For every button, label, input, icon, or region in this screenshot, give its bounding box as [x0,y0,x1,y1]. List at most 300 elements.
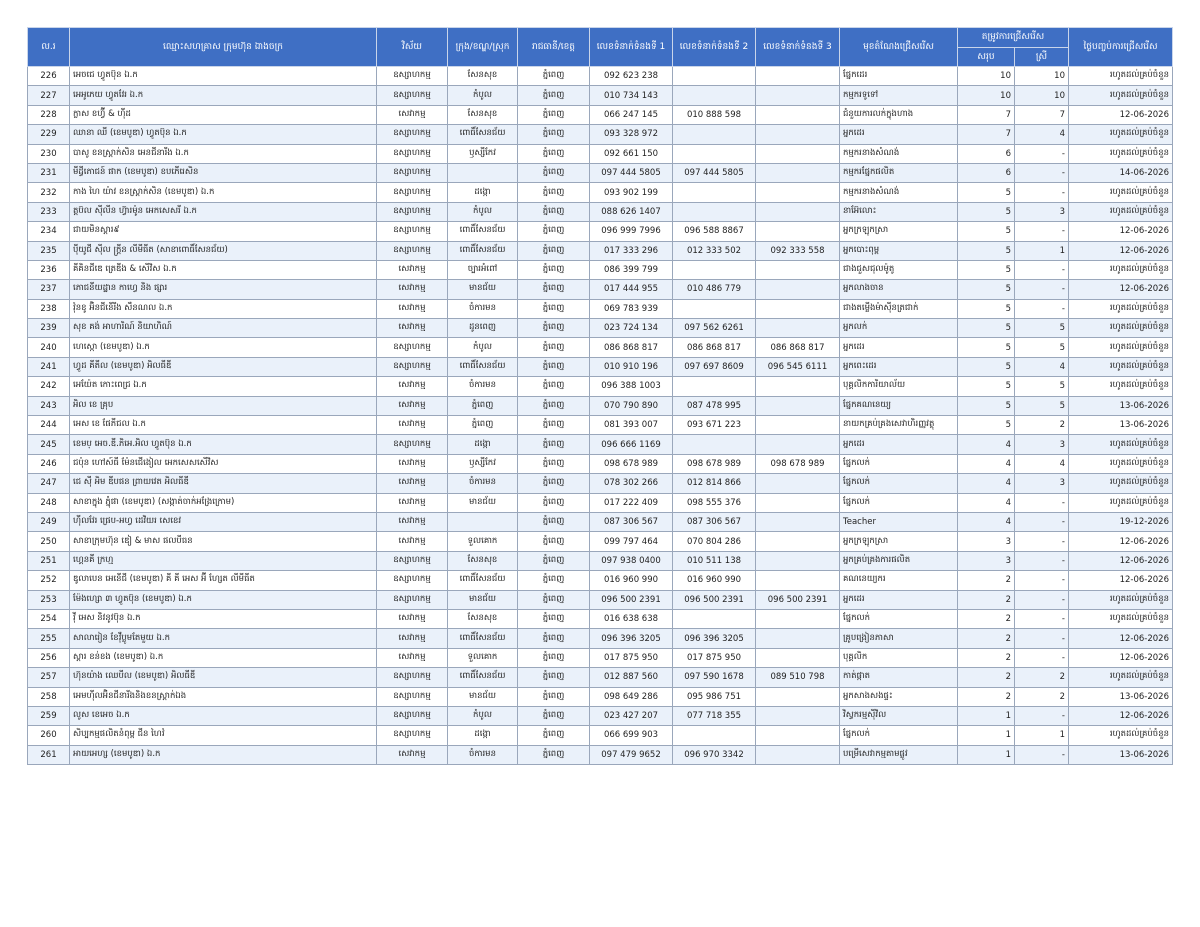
cell-deadline: 12-06-2026 [1069,105,1173,124]
cell-position: កម្មករទូទៅ [840,86,958,105]
cell-phone-1: 023 427 207 [590,706,673,725]
cell-position: អ្នកក្រឡុកស្រា [840,532,958,551]
cell-position: អ្នកដេរ [840,435,958,454]
table-row[interactable] [28,144,1173,163]
cell-company: ហ៊ីលវែរ ផ្រេប-អហ្វ ដេវិយរ សេខេវ [70,512,377,531]
header-phone-3[interactable]: លេខទំនាក់ទំនងទី 3 [756,28,840,67]
cell-phone-3 [756,67,840,86]
cell-province: ភ្នំពេញ [518,280,590,299]
cell-deadline: រហូតដល់គ្រប់ចំនួន [1069,67,1173,86]
cell-phone-3 [756,319,840,338]
cell-sector: សេវាកម្ម [377,299,448,318]
cell-female: 5 [1015,396,1069,415]
cell-sector: ឧស្សាហកម្ម [377,183,448,202]
cell-total: 7 [958,105,1015,124]
cell-female: - [1015,590,1069,609]
table-row[interactable] [28,532,1173,551]
cell-province: ភ្នំពេញ [518,338,590,357]
cell-deadline: 13-06-2026 [1069,745,1173,764]
cell-province: ភ្នំពេញ [518,571,590,590]
table-row[interactable] [28,163,1173,182]
cell-province: ភ្នំពេញ [518,357,590,376]
cell-no: 251 [28,551,70,570]
header-sector[interactable]: វិស័យ [377,28,448,67]
cell-sector: ឧស្សាហកម្ម [377,338,448,357]
cell-deadline: 14-06-2026 [1069,163,1173,182]
header-phone-1[interactable]: លេខទំនាក់ទំនងទី 1 [590,28,673,67]
table-row[interactable] [28,668,1173,687]
cell-phone-2: 010 486 779 [673,280,756,299]
cell-no: 249 [28,512,70,531]
cell-phone-3 [756,571,840,590]
cell-district: ពោធិ៍សែនជ័យ [448,125,518,144]
cell-no: 258 [28,687,70,706]
cell-total: 10 [958,86,1015,105]
cell-no: 247 [28,474,70,493]
cell-female: 2 [1015,687,1069,706]
cell-company: បាសូ ខនស្ត្រាក់សិន អេនជីនារីង ឯ.ក [70,144,377,163]
cell-position: អ្នកលាងចាន [840,280,958,299]
cell-province: ភ្នំពេញ [518,86,590,105]
cell-position: អ្នកសាងសងផ្ទះ [840,687,958,706]
cell-female: 4 [1015,454,1069,473]
cell-district: ឫស្សីកែវ [448,454,518,473]
cell-position: វិស្វករម្មស៊ីវិល [840,706,958,725]
cell-position: កម្មករផ្នែកផលិត [840,163,958,182]
cell-total: 4 [958,474,1015,493]
cell-phone-2: 086 868 817 [673,338,756,357]
cell-district: ចំការមន [448,745,518,764]
cell-sector: ឧស្សាហកម្ម [377,357,448,376]
cell-company: ស្តារ ខន់ខង (ខេមបូឌា) ឯ.ក [70,648,377,667]
cell-phone-2 [673,435,756,454]
cell-position: Teacher [840,512,958,531]
cell-phone-3 [756,687,840,706]
table-row[interactable] [28,357,1173,376]
cell-sector: ឧស្សាហកម្ម [377,668,448,687]
cell-deadline: 12-06-2026 [1069,571,1173,590]
table-row[interactable] [28,319,1173,338]
cell-company: វ៉ី អេស និវនូវប៊ុន ឯ.ក [70,609,377,628]
cell-company: ក្លាស ខហ្វ៊ី & ហ៊ីដ [70,105,377,124]
table-row[interactable] [28,512,1173,531]
cell-no: 234 [28,222,70,241]
cell-female: - [1015,144,1069,163]
cell-position: អ្នកលក់ [840,319,958,338]
cell-phone-1: 016 638 638 [590,609,673,628]
cell-district [448,512,518,531]
cell-deadline: រហូតដល់គ្រប់ចំនួន [1069,338,1173,357]
table-row[interactable] [28,454,1173,473]
cell-sector: ឧស្សាហកម្ម [377,163,448,182]
table-row[interactable] [28,86,1173,105]
cell-deadline: 19-12-2026 [1069,512,1173,531]
cell-sector: សេវាកម្ម [377,512,448,531]
cell-phone-1: 017 333 296 [590,241,673,260]
cell-phone-3: 098 678 989 [756,454,840,473]
cell-position: ជាងតម្លើងម៉ាស៊ីនត្រជាក់ [840,299,958,318]
cell-phone-2: 098 555 376 [673,493,756,512]
cell-phone-3: 096 500 2391 [756,590,840,609]
cell-sector: សេវាកម្ម [377,105,448,124]
cell-province: ភ្នំពេញ [518,706,590,725]
cell-phone-2: 097 590 1678 [673,668,756,687]
cell-company: ហ្វូដ គីតីល (ខេមបូឌា) អិលធីឌី [70,357,377,376]
cell-province: ភ្នំពេញ [518,726,590,745]
cell-sector: សេវាកម្ម [377,396,448,415]
cell-female: - [1015,745,1069,764]
cell-total: 5 [958,280,1015,299]
cell-female: 10 [1015,67,1069,86]
cell-company: ហេស្កោ (ខេមបូឌា) ឯ.ក [70,338,377,357]
table-row[interactable] [28,416,1173,435]
cell-phone-2: 098 678 989 [673,454,756,473]
cell-deadline: រហូតដល់គ្រប់ចំនួន [1069,474,1173,493]
cell-phone-2: 087 306 567 [673,512,756,531]
header-deadline[interactable]: ថ្ងៃបញ្ចប់ការជ្រើសរើស [1069,28,1173,67]
cell-province: ភ្នំពេញ [518,396,590,415]
cell-phone-2: 012 814 866 [673,474,756,493]
cell-sector: ឧស្សាហកម្ម [377,202,448,221]
cell-no: 255 [28,629,70,648]
cell-female: 5 [1015,377,1069,396]
table-row[interactable] [28,687,1173,706]
cell-phone-3 [756,512,840,531]
cell-deadline: 12-06-2026 [1069,532,1173,551]
cell-total: 5 [958,222,1015,241]
cell-company: ឈានា ឈី (ខេមបូឌា) ហ្វូតប៊ុន ឯ.ក [70,125,377,144]
header-phone-2[interactable]: លេខទំនាក់ទំនងទី 2 [673,28,756,67]
cell-company: វ៉ុនខូ អ៊ិនជីនើរីង សឹនណល ឯ.ក [70,299,377,318]
cell-phone-3 [756,493,840,512]
cell-phone-3 [756,125,840,144]
cell-province: ភ្នំពេញ [518,745,590,764]
cell-phone-2: 087 478 995 [673,396,756,415]
cell-phone-1: 096 666 1169 [590,435,673,454]
cell-phone-2: 016 960 990 [673,571,756,590]
cell-deadline: រហូតដល់គ្រប់ចំនួន [1069,493,1173,512]
cell-phone-1: 097 938 0400 [590,551,673,570]
cell-female: 2 [1015,416,1069,435]
cell-total: 1 [958,726,1015,745]
cell-female: 1 [1015,241,1069,260]
cell-phone-1: 096 999 7996 [590,222,673,241]
cell-deadline: រហូតដល់គ្រប់ចំនួន [1069,590,1173,609]
cell-female: 3 [1015,435,1069,454]
cell-total: 5 [958,377,1015,396]
cell-female: 10 [1015,86,1069,105]
cell-position: អ្នកដេរ [840,125,958,144]
table-row[interactable] [28,260,1173,279]
cell-sector: សេវាកម្ម [377,629,448,648]
cell-sector: សេវាកម្ម [377,280,448,299]
table-row[interactable] [28,338,1173,357]
cell-district: ចំការមន [448,377,518,396]
cell-phone-2 [673,260,756,279]
cell-company: ហ៊ុនយ៉ាង ឈេបីល (ខេមបូឌា) អិលធីឌី [70,668,377,687]
table-row[interactable] [28,493,1173,512]
cell-phone-1: 096 388 1003 [590,377,673,396]
cell-total: 5 [958,416,1015,435]
table-row[interactable] [28,648,1173,667]
header-company[interactable]: ឈ្មោះសហគ្រាស ក្រុមហ៊ុន ឯាងចក្រ [70,28,377,67]
cell-no: 241 [28,357,70,376]
cell-total: 5 [958,299,1015,318]
cell-total: 2 [958,571,1015,590]
cell-position: ផ្នែកលក់ [840,609,958,628]
cell-phone-2 [673,299,756,318]
table-row[interactable] [28,105,1173,124]
cell-district: ពោធិ៍សែនជ័យ [448,241,518,260]
cell-no: 229 [28,125,70,144]
cell-phone-2 [673,183,756,202]
table-row[interactable] [28,571,1173,590]
cell-phone-1: 096 396 3205 [590,629,673,648]
cell-total: 2 [958,668,1015,687]
header-province[interactable]: រាជធានី/ខេត្ត [518,28,590,67]
cell-total: 5 [958,396,1015,415]
cell-phone-2: 096 588 8867 [673,222,756,241]
cell-deadline: 12-06-2026 [1069,629,1173,648]
cell-sector: ឧស្សាហកម្ម [377,435,448,454]
cell-phone-3 [756,105,840,124]
cell-female: 7 [1015,105,1069,124]
table-row[interactable] [28,377,1173,396]
cell-phone-2 [673,202,756,221]
cell-province: ភ្នំពេញ [518,454,590,473]
cell-district: ច្បារអំពៅ [448,260,518,279]
table-row[interactable] [28,202,1173,221]
cell-deadline: រហូតដល់គ្រប់ចំនួន [1069,377,1173,396]
cell-phone-3 [756,474,840,493]
cell-sector: ឧស្សាហកម្ម [377,125,448,144]
table-row[interactable] [28,125,1173,144]
cell-phone-3 [756,183,840,202]
cell-position: កម្មករនាងសំណង់ [840,183,958,202]
cell-no: 227 [28,86,70,105]
cell-phone-1: 098 649 286 [590,687,673,706]
cell-female: 5 [1015,319,1069,338]
table-body [28,67,1173,765]
cell-phone-2: 095 986 751 [673,687,756,706]
cell-deadline: រហូតដល់គ្រប់ចំនួន [1069,319,1173,338]
cell-company: សាលារៀន ខែវ៉ឺប្លូមតែមួយ ឯ.ក [70,629,377,648]
cell-female: - [1015,571,1069,590]
cell-phone-3 [756,706,840,725]
cell-phone-1: 010 910 196 [590,357,673,376]
cell-position: នាអ៊ែលោះ [840,202,958,221]
cell-sector: ឧស្សាហកម្ម [377,67,448,86]
cell-total: 2 [958,687,1015,706]
cell-district: ភ្នំពេញ [448,396,518,415]
cell-female: 2 [1015,668,1069,687]
cell-province: ភ្នំពេញ [518,493,590,512]
cell-deadline: 13-06-2026 [1069,396,1173,415]
cell-company: សាខាក្រុមហ៊ុន ឌៀ & មាស ផលបីធន [70,532,377,551]
cell-position: បុគ្គលិក [840,648,958,667]
cell-sector: សេវាកម្ម [377,532,448,551]
cell-sector: សេវាកម្ម [377,319,448,338]
cell-province: ភ្នំពេញ [518,144,590,163]
cell-phone-3 [756,280,840,299]
header-no[interactable]: ល.រ [28,28,70,67]
cell-company: អេមហ៊ីលអ៊ិនជីនារីងនិងខនស្ត្រាក់ឯង [70,687,377,706]
cell-female: - [1015,163,1069,182]
cell-phone-3: 089 510 798 [756,668,840,687]
cell-district: ទួលគោក [448,648,518,667]
cell-phone-3 [756,396,840,415]
cell-district: ចំការមន [448,299,518,318]
cell-phone-1: 097 444 5805 [590,163,673,182]
cell-district: ដង្កោ [448,183,518,202]
cell-phone-1: 093 328 972 [590,125,673,144]
table-row[interactable] [28,435,1173,454]
table-row[interactable] [28,609,1173,628]
cell-no: 235 [28,241,70,260]
cell-phone-1: 093 902 199 [590,183,673,202]
cell-sector: ឧស្សាហកម្ម [377,241,448,260]
cell-no: 239 [28,319,70,338]
cell-province: ភ្នំពេញ [518,416,590,435]
cell-phone-2: 096 970 3342 [673,745,756,764]
cell-phone-1: 017 444 955 [590,280,673,299]
cell-sector: ឧស្សាហកម្ម [377,551,448,570]
cell-female: 1 [1015,726,1069,745]
cell-province: ភ្នំពេញ [518,67,590,86]
table-row[interactable] [28,299,1173,318]
table-row[interactable] [28,706,1173,725]
table-row[interactable] [28,726,1173,745]
cell-position: ជំនួយការលក់ក្នុងហាង [840,105,958,124]
table-row[interactable] [28,67,1173,86]
cell-total: 5 [958,241,1015,260]
cell-province: ភ្នំពេញ [518,183,590,202]
cell-deadline: រហូតដល់គ្រប់ចំនួន [1069,86,1173,105]
header-demand: តម្រូវការជ្រើសរើស [958,28,1069,48]
header-female[interactable]: ស្រី [1015,48,1069,67]
cell-position: ផ្នែកគណនេយ្យ [840,396,958,415]
cell-company: ជាយមិនស្តារ៩ [70,222,377,241]
table-row[interactable] [28,280,1173,299]
cell-position: អ្នកដេរ [840,338,958,357]
cell-female: - [1015,280,1069,299]
cell-position: អ្នកដេរ [840,590,958,609]
cell-female: - [1015,629,1069,648]
cell-phone-3: 086 868 817 [756,338,840,357]
cell-phone-1: 023 724 134 [590,319,673,338]
cell-position: គ្រូបង្រៀនភាសា [840,629,958,648]
cell-phone-2: 097 444 5805 [673,163,756,182]
cell-company: ឌូលាបេន អេនើជី (ខេមបូឌា) គី គី អេស អ៊ី ហ្សែត លីមីធីត [70,571,377,590]
table-row[interactable] [28,474,1173,493]
cell-female: 3 [1015,474,1069,493]
cell-position: ជាងជួសជុលម៉ូតូ [840,260,958,279]
cell-company: សិប្បកម្មផលិតនំពុម្ព ជីន ហៃវ៉ [70,726,377,745]
cell-phone-3: 096 545 6111 [756,357,840,376]
cell-female: - [1015,493,1069,512]
cell-female: 3 [1015,202,1069,221]
cell-company: អេស ខេ ផែភីជល ឯ.ក [70,416,377,435]
cell-district: ពោធិ៍សែនជ័យ [448,629,518,648]
cell-sector: សេវាកម្ម [377,377,448,396]
cell-phone-1: 081 393 007 [590,416,673,435]
cell-phone-3 [756,163,840,182]
cell-female: - [1015,512,1069,531]
cell-total: 10 [958,67,1015,86]
table-row[interactable] [28,551,1173,570]
cell-female: - [1015,706,1069,725]
cell-no: 228 [28,105,70,124]
cell-phone-3 [756,435,840,454]
cell-no: 232 [28,183,70,202]
cell-company: សុខ គង់ អាហារិណ៍ និយាហិណ៍ [70,319,377,338]
table-row[interactable] [28,183,1173,202]
cell-no: 248 [28,493,70,512]
cell-no: 253 [28,590,70,609]
table-row[interactable] [28,590,1173,609]
cell-province: ភ្នំពេញ [518,609,590,628]
cell-phone-1: 098 678 989 [590,454,673,473]
cell-phone-1: 086 868 817 [590,338,673,357]
cell-total: 3 [958,532,1015,551]
table-row[interactable] [28,629,1173,648]
header-district[interactable]: ក្រុង/ខណ្ឌ/ស្រុក [448,28,518,67]
cell-phone-2 [673,609,756,628]
cell-phone-1: 066 699 903 [590,726,673,745]
table-row[interactable] [28,745,1173,764]
cell-total: 4 [958,454,1015,473]
cell-sector: ឧស្សាហកម្ម [377,706,448,725]
cell-company: ជេ ស៊ី អិម ឌីបផន ព្រាយវេត អិលធីឌី [70,474,377,493]
cell-no: 245 [28,435,70,454]
cell-province: ភ្នំពេញ [518,551,590,570]
cell-district: កំបូល [448,706,518,725]
cell-total: 6 [958,144,1015,163]
cell-company: អេអូភេយ ហ្វូតវែរ ឯ.ក [70,86,377,105]
cell-company: ប៉ីយូជី ស៊ីល ក្រ្តីន លីមីធីត (សាខាពោធិ៍សែនជ័យ) [70,241,377,260]
cell-district: សែនសុខ [448,105,518,124]
cell-female: 5 [1015,338,1069,357]
cell-deadline: រហូតដល់គ្រប់ចំនួន [1069,260,1173,279]
table-row[interactable] [28,222,1173,241]
cell-province: ភ្នំពេញ [518,105,590,124]
cell-phone-1: 088 626 1407 [590,202,673,221]
table-header [28,28,1173,67]
header-position[interactable]: មុខតំណែងជ្រើសរើស [840,28,958,67]
cell-phone-2: 093 671 223 [673,416,756,435]
table-row[interactable] [28,396,1173,415]
cell-no: 242 [28,377,70,396]
cell-deadline: រហូតដល់គ្រប់ចំនួន [1069,299,1173,318]
cell-position: បម្រើសេវាកម្មតាមផ្លូវ [840,745,958,764]
cell-sector: ឧស្សាហកម្ម [377,222,448,241]
cell-total: 5 [958,183,1015,202]
cell-total: 7 [958,125,1015,144]
cell-phone-2: 096 396 3205 [673,629,756,648]
cell-district [448,163,518,182]
cell-phone-2: 096 500 2391 [673,590,756,609]
cell-sector: ឧស្សាហកម្ម [377,687,448,706]
table-row[interactable] [28,241,1173,260]
cell-phone-2: 070 804 286 [673,532,756,551]
cell-deadline: 12-06-2026 [1069,648,1173,667]
job-vacancy-table [27,27,1173,765]
cell-deadline: រហូតដល់គ្រប់ចំនួន [1069,125,1173,144]
cell-phone-2: 010 511 138 [673,551,756,570]
header-total[interactable]: សរុប [958,48,1015,67]
cell-deadline: រហូតដល់គ្រប់ចំនួន [1069,202,1173,221]
cell-company: ខេមប្ អេច.ឌី.ភិអេ.អិល ហ្វូតប៊ុន ឯ.ក [70,435,377,454]
